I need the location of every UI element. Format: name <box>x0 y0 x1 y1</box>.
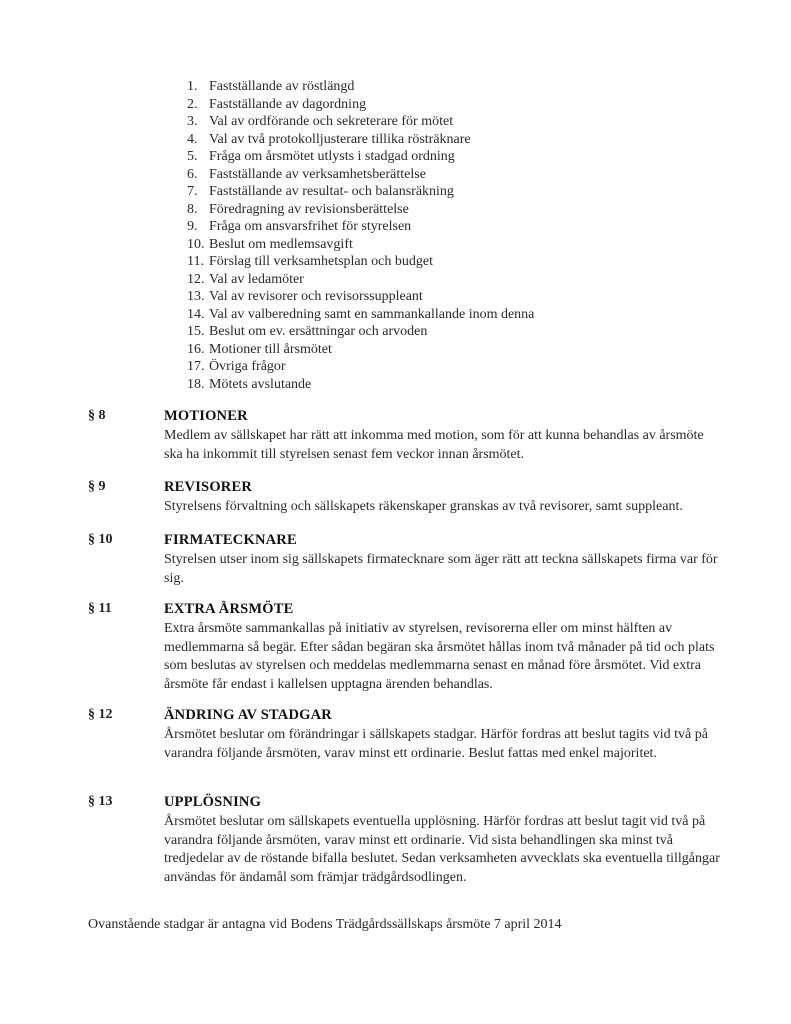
list-item-number: 2. <box>187 96 198 112</box>
list-item <box>187 113 534 131</box>
list-item-number: 6. <box>187 166 198 182</box>
list-item-text: Fråga om årsmötet utlysts i stadgad ordning <box>209 149 455 164</box>
list-item-text: Mötets avslutande <box>209 376 312 392</box>
agenda-list <box>187 78 534 393</box>
section-body: Extra årsmöte sammankallas på initiativ av styrelsen, revisorerna eller om minst hälften av medlemmarna så begär. Efter sådan begäran ska årsmötet hållas inom två månader på tid och plats som beslutas av styrelsen och meddelas medlemmarna senast en månad före årsmötet. Vid extra årsmöte får endast i kallelsen upptagna ärenden behandlas. <box>164 621 715 692</box>
list-item-text: Övriga frågor <box>209 359 286 374</box>
list-item <box>187 323 534 341</box>
list-item-text: Fråga om ansvarsfrihet för styrelsen <box>209 219 412 234</box>
list-item-number: 16. <box>187 341 205 357</box>
section-body: Styrelsens förvaltning och sällskapets räkenskaper granskas av två revisorer, samt suppleant. <box>164 499 683 514</box>
list-item-text: Beslut om ev. ersättningar och arvoden <box>209 324 428 339</box>
section-body: Årsmötet beslutar om förändringar i sällskapets stadgar. Härför fordras att beslut tagits vid två på varandra följande årsmöten, varav minst ett ordinarie. Beslut fattas med enkel majoritet. <box>164 727 708 761</box>
list-item-number: 11. <box>187 254 204 269</box>
section-title: UPPLÖSNING <box>164 794 262 810</box>
list-item-number: 8. <box>187 201 198 217</box>
section-number: § 8 <box>88 408 106 423</box>
section-number: § 9 <box>88 479 106 494</box>
list-item-number: 10. <box>187 236 205 252</box>
list-item-text: Fastställande av röstlängd <box>209 79 355 94</box>
list-item-number: 3. <box>187 114 198 129</box>
section-title: EXTRA ÅRSMÖTE <box>164 601 294 617</box>
list-item-text: Beslut om medlemsavgift <box>209 236 353 252</box>
section-body: Medlem av sällskapet har rätt att inkomma med motion, som för att kunna behandlas av årsmöte ska ha inkommit till styrelsen senast fem veckor innan årsmötet. <box>164 428 704 462</box>
section-number: § 13 <box>88 794 113 809</box>
list-item <box>187 148 534 166</box>
list-item <box>187 131 534 149</box>
list-item-text: Fastställande av verksamhetsberättelse <box>209 166 426 182</box>
list-item-number: 18. <box>187 376 205 392</box>
section-number: § 11 <box>88 601 112 616</box>
list-item <box>187 341 534 359</box>
section-body: Årsmötet beslutar om sällskapets eventuella upplösning. Härför fordras att beslut tagit vid två på varandra följande årsmöten, varav minst ett ordinarie. Vid sista behandlingen ska minst två tredjedelar av de röstande bifalla beslutet. Sedan verksamheten avvecklats ska eventuella tillgångar användas för ändamål som främjar trädgårdsodlingen. <box>164 814 720 885</box>
list-item-text: Val av valberedning samt en sammankallande inom denna <box>209 306 535 322</box>
section-title: REVISORER <box>164 479 253 495</box>
list-item-text: Val av ledamöter <box>209 271 304 287</box>
list-item <box>187 78 534 96</box>
section-title: FIRMATECKNARE <box>164 532 297 548</box>
footer-note: Ovanstående stadgar är antagna vid Bodens Trädgårdssällskaps årsmöte 7 april 2014 <box>88 917 562 932</box>
section-number: § 12 <box>88 707 113 722</box>
list-item <box>187 96 534 114</box>
list-item-text: Val av två protokolljusterare tillika rösträknare <box>209 131 471 147</box>
section-body: Styrelsen utser inom sig sällskapets firmatecknare som äger rätt att teckna sällskapets firma var för sig. <box>164 552 718 586</box>
list-item-number: 1. <box>187 79 198 94</box>
list-item-number: 4. <box>187 131 198 147</box>
list-item <box>187 253 534 271</box>
list-item <box>187 376 534 394</box>
list-item-text: Motioner till årsmötet <box>209 341 332 357</box>
list-item-text: Föredragning av revisionsberättelse <box>209 201 409 217</box>
list-item-text: Val av revisorer och revisorssuppleant <box>209 289 423 304</box>
list-item <box>187 201 534 219</box>
section-number: § 10 <box>88 532 113 547</box>
list-item <box>187 236 534 254</box>
list-item-number: 12. <box>187 271 205 287</box>
section-title: MOTIONER <box>164 408 248 424</box>
list-item-number: 5. <box>187 149 198 164</box>
list-item-text: Fastställande av dagordning <box>209 96 367 112</box>
list-item-number: 17. <box>187 359 205 374</box>
list-item-text: Fastställande av resultat- och balansräkning <box>209 184 454 199</box>
list-item <box>187 166 534 184</box>
list-item <box>187 306 534 324</box>
list-item-number: 13. <box>187 289 205 304</box>
list-item <box>187 288 534 306</box>
list-item-text: Val av ordförande och sekreterare för mötet <box>209 114 454 129</box>
list-item <box>187 183 534 201</box>
list-item-number: 15. <box>187 324 205 339</box>
list-item <box>187 218 534 236</box>
section-title: ÄNDRING AV STADGAR <box>164 707 332 723</box>
list-item-number: 14. <box>187 306 205 322</box>
list-item <box>187 358 534 376</box>
list-item-number: 9. <box>187 219 198 234</box>
list-item-number: 7. <box>187 184 198 199</box>
list-item <box>187 271 534 289</box>
list-item-text: Förslag till verksamhetsplan och budget <box>209 254 433 269</box>
